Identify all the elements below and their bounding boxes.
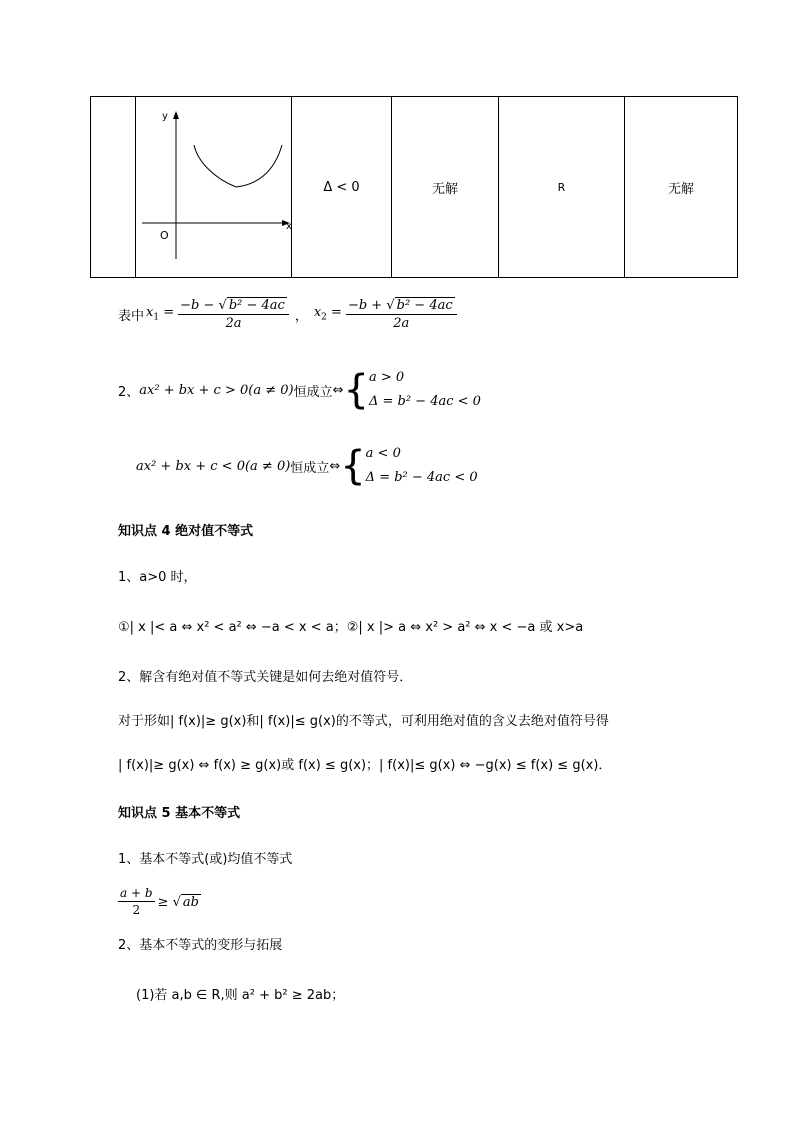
section5-p1: 1、基本不等式(或)均值不等式	[118, 852, 293, 867]
table-cell-solution-gt	[392, 97, 499, 278]
y-axis-label: y	[162, 111, 168, 122]
item2b-always: 恒成立	[290, 460, 330, 476]
x1-fraction: $\frac{\text{−b − √ b² − 4ac}}{2a}$	[178, 297, 289, 331]
x2-num-lead: −b +	[347, 298, 383, 313]
roots-sep: ，	[294, 308, 308, 324]
x2-radicand: b² − 4ac	[396, 298, 453, 313]
amgm-geq: ≥	[157, 894, 169, 910]
table-cell-solution-lt	[625, 97, 738, 278]
roots-prefix: 表中	[118, 308, 145, 324]
table-cell-graph	[136, 97, 292, 278]
item2a-num: 2、	[118, 384, 140, 400]
table-cell-empty	[91, 97, 136, 278]
am-gm-inequality	[118, 886, 201, 917]
item2a-always: 恒成立	[293, 384, 333, 400]
item2b-iff: ⇔	[329, 458, 341, 474]
x1-num-lead: −b −	[180, 298, 215, 313]
item2a-iff: ⇔	[332, 382, 344, 398]
table-cell-delta	[292, 97, 392, 278]
item2a-lhs: ax² + bx + c > 0(a ≠ 0)	[139, 382, 294, 398]
item2a-cond2: Δ = b² − 4ac < 0	[368, 394, 481, 409]
section4-title: 知识点 4 绝对值不等式	[118, 524, 254, 539]
x2-sub: 2	[321, 312, 327, 323]
amgm-rhs: ≥ √ ab	[157, 894, 199, 910]
solution-gt: 无解	[431, 181, 458, 197]
x1-radicand: b² − 4ac	[228, 298, 285, 313]
x2-fraction: $\frac{\text{−b + √ b² − 4ac}}{2a}$	[346, 297, 457, 331]
x1-den: 2a	[225, 316, 242, 331]
section5-title: 知识点 5 基本不等式	[118, 806, 241, 821]
item2b-cond1: a < 0	[365, 446, 401, 461]
x2-label: x	[313, 305, 322, 321]
item2a-cond1: a > 0	[368, 370, 405, 385]
amgm-num: a + b	[120, 886, 153, 900]
delta-condition: Δ < 0	[323, 179, 360, 195]
solution-lt: 无解	[667, 181, 694, 197]
roots-note: 表中 $x_1$ = $\frac{\text{−b − √ b² − 4ac}}{2a}$ ， $x_2$ = $\frac{\text{−b + √ b² − 4ac}}{2a}$	[118, 292, 457, 336]
item2b-lhs: ax² + bx + c < 0(a ≠ 0)	[136, 458, 291, 474]
amgm-den: 2	[132, 903, 141, 917]
solution-real: R	[557, 180, 566, 194]
origin-label: O	[160, 229, 169, 242]
amgm-radicand: ab	[182, 894, 199, 910]
quadratic-table	[90, 96, 738, 278]
section4-p3: 2、解含有绝对值不等式关键是如何去绝对值符号．	[118, 670, 413, 685]
x2-den: 2a	[393, 316, 410, 331]
table-cell-solution-real	[499, 97, 625, 278]
section4-p5: | f(x)|≥ g(x) ⇔ f(x) ≥ g(x)或 f(x) ≤ g(x)；| f(x)|≤ g(x) ⇔ −g(x) ≤ f(x) ≤ g(x)．	[118, 758, 612, 773]
x1-label: x	[146, 305, 154, 321]
parabola-graph	[136, 97, 291, 277]
section4-p1: 1、a>0 时，	[118, 570, 197, 585]
section4-p4: 对于形如| f(x)|≥ g(x)和| f(x)|≤ g(x)的不等式，可利用绝对值的含义去绝对值符号得	[118, 714, 609, 729]
section4-p2: ①| x |< a ⇔ x² < a² ⇔ −a < x < a；②| x |> a ⇔ x² > a² ⇔ x < −a 或 x>a	[118, 620, 584, 635]
always-positive-condition: 2、 ax² + bx + c > 0(a ≠ 0) 恒成立 ⇔ { a > 0 Δ = b² − 4ac < 0	[118, 367, 481, 413]
x-axis-label: x	[286, 221, 292, 232]
always-negative-condition: ax² + bx + c < 0(a ≠ 0) 恒成立 ⇔ { a < 0 Δ = b² − 4ac < 0	[136, 443, 478, 489]
item2b-cond2: Δ = b² − 4ac < 0	[365, 470, 478, 485]
x1-sub: 1	[153, 312, 160, 323]
section5-p2: 2、基本不等式的变形与拓展	[118, 938, 283, 953]
section5-p3: (1)若 a,b ∈ R,则 a² + b² ≥ 2ab；	[136, 988, 345, 1003]
